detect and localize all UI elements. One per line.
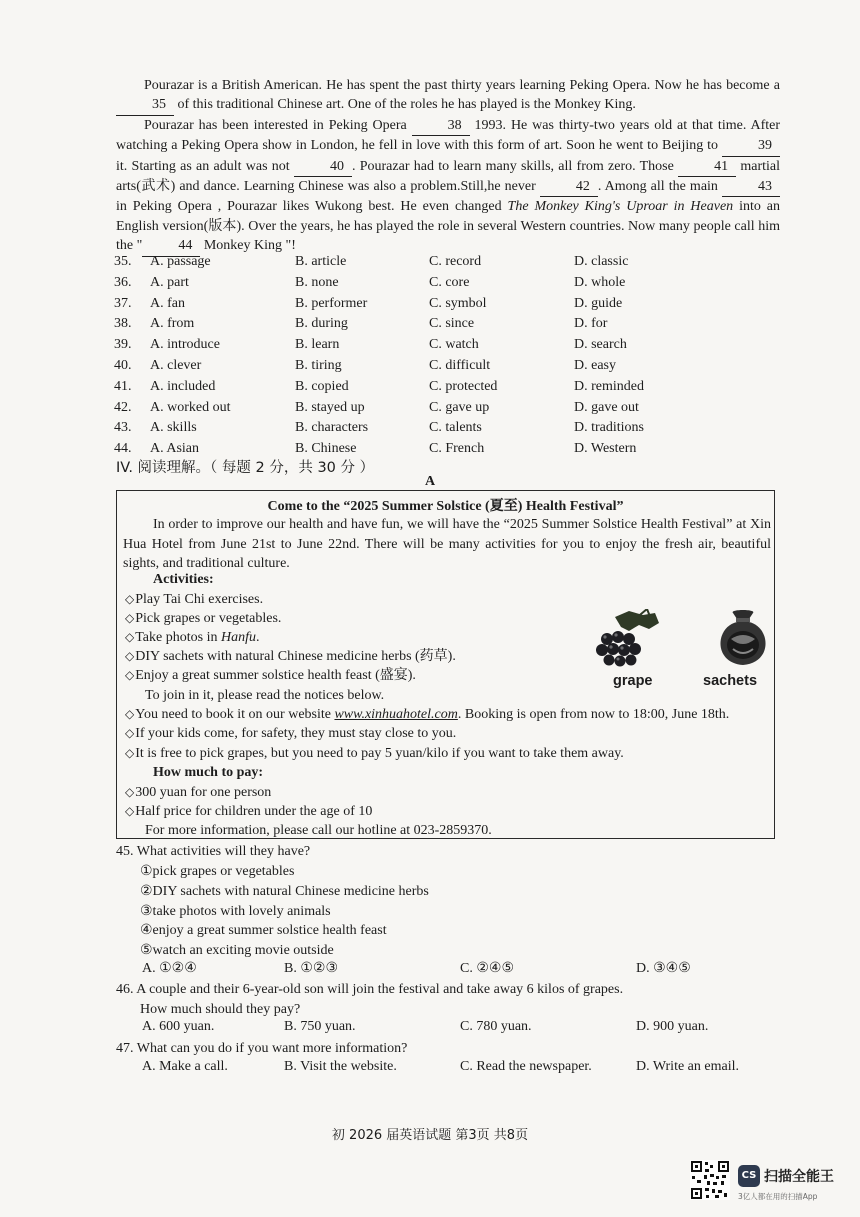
option-c: C. record bbox=[429, 254, 482, 269]
option-c: C. French bbox=[429, 441, 485, 457]
diamond-bullet-icon: ◇ bbox=[125, 726, 135, 740]
option-b: B. none bbox=[295, 274, 339, 290]
passage-text: it. Starting as an adult was not bbox=[116, 158, 294, 174]
option-a: A. clever bbox=[150, 357, 202, 373]
option-a: A. introduce bbox=[150, 337, 220, 353]
notice-item bbox=[125, 724, 456, 743]
question-number: 40. bbox=[114, 357, 132, 373]
question-number: 38. bbox=[114, 316, 132, 332]
activities-heading: Activities: bbox=[153, 572, 214, 587]
option-b: B. tiring bbox=[295, 357, 342, 373]
diamond-bullet-icon: ◇ bbox=[125, 592, 135, 606]
choice-d[interactable]: D. Write an email. bbox=[636, 1059, 739, 1074]
option-b: B. during bbox=[295, 316, 348, 332]
brand-name: 扫描全能王 bbox=[764, 1169, 834, 1185]
q45-item: ①pick grapes or vegetables bbox=[140, 864, 295, 879]
activity-item bbox=[125, 609, 281, 628]
option-d: D. whole bbox=[574, 274, 626, 290]
sachets-label: sachets bbox=[703, 673, 758, 689]
q47-choices bbox=[142, 1059, 782, 1079]
sachet-image bbox=[703, 609, 783, 669]
notice-title: Come to the “2025 Summer Solstice (夏至) Health Festival” bbox=[267, 499, 624, 514]
cloze-passage bbox=[116, 76, 780, 257]
section-heading: IV. 阅读理解。（ 每题 2 分，共 30 分 ） bbox=[116, 460, 375, 476]
option-a: A. skills bbox=[150, 420, 197, 436]
blank-43: 43 bbox=[722, 177, 780, 197]
notice-text: It is free to pick grapes, but you need to pay 5 yuan/kilo if you want to take them away. bbox=[135, 746, 624, 761]
notice-text: You need to book it on our website bbox=[135, 707, 335, 722]
activity-text: Enjoy a great summer solstice health feast (盛宴). bbox=[135, 668, 416, 683]
option-d: D. easy bbox=[574, 357, 616, 373]
price-item bbox=[125, 783, 271, 802]
option-c: C. difficult bbox=[429, 357, 491, 373]
option-d: D. Western bbox=[574, 441, 637, 457]
option-c: C. core bbox=[429, 274, 470, 290]
price-heading: How much to pay: bbox=[153, 765, 264, 780]
option-d: D. traditions bbox=[574, 420, 644, 436]
option-a: A. part bbox=[150, 274, 189, 290]
question-number: 42. bbox=[114, 399, 132, 415]
choice-c[interactable]: C. ②④⑤ bbox=[460, 961, 514, 976]
q45-item: ⑤watch an exciting movie outside bbox=[140, 943, 334, 958]
passage-text: . Pourazar had to learn many skills, all from zero. Those bbox=[351, 158, 679, 174]
option-c: C. talents bbox=[429, 420, 482, 436]
diamond-bullet-icon: ◇ bbox=[125, 804, 135, 818]
blank-42: 42 bbox=[540, 177, 598, 197]
question-47: 47. What can you do if you want more information? bbox=[116, 1041, 408, 1056]
blank-41: 41 bbox=[678, 157, 736, 177]
question-number: 44. bbox=[114, 441, 132, 457]
option-d: D. classic bbox=[574, 254, 629, 269]
choice-d[interactable]: D. 900 yuan. bbox=[636, 1019, 709, 1034]
activity-item bbox=[125, 628, 259, 647]
diamond-bullet-icon: ◇ bbox=[125, 707, 135, 721]
option-b: B. learn bbox=[295, 337, 340, 353]
option-b: B. characters bbox=[295, 420, 369, 436]
hotline-text: For more information, please call our hotline at 023-2859370. bbox=[145, 823, 492, 838]
notice-item bbox=[125, 744, 624, 763]
website-link[interactable]: www.xinhuahotel.com bbox=[334, 707, 458, 722]
option-c: C. watch bbox=[429, 337, 479, 353]
notice-item bbox=[125, 705, 729, 724]
question-46-sub: How much should they pay? bbox=[140, 1002, 301, 1017]
opera-title: The Monkey King's Uproar in Heaven bbox=[507, 199, 734, 215]
activity-text: DIY sachets with natural Chinese medicine herbs (药草). bbox=[135, 649, 456, 664]
question-number: 35. bbox=[114, 254, 132, 269]
scanner-brand bbox=[736, 1163, 846, 1203]
activity-item bbox=[125, 590, 263, 609]
activity-text: Pick grapes or vegetables. bbox=[135, 611, 282, 626]
choice-d[interactable]: D. ③④⑤ bbox=[636, 961, 691, 976]
choice-b[interactable]: B. ①②③ bbox=[284, 961, 338, 976]
passage-text: . Among all the main bbox=[597, 179, 722, 195]
option-d: D. gave out bbox=[574, 399, 639, 415]
blank-35: 35 bbox=[116, 95, 174, 115]
diamond-bullet-icon: ◇ bbox=[125, 785, 135, 799]
passage-text: into an English version(版本). Over the years, he has played the role in several Western countries. Now many people call him the " bbox=[116, 199, 780, 254]
blank-40: 40 bbox=[294, 157, 352, 177]
option-a: A. Asian bbox=[150, 441, 199, 457]
choice-b[interactable]: B. 750 yuan. bbox=[284, 1019, 356, 1034]
activity-text: Play Tai Chi exercises. bbox=[135, 592, 264, 607]
question-number: 37. bbox=[114, 295, 132, 311]
option-row bbox=[114, 294, 794, 315]
diamond-bullet-icon: ◇ bbox=[125, 611, 135, 625]
option-a: A. worked out bbox=[150, 399, 231, 415]
choice-c[interactable]: C. 780 yuan. bbox=[460, 1019, 532, 1034]
option-row bbox=[114, 356, 794, 377]
price-text: Half price for children under the age of 10 bbox=[135, 804, 373, 819]
option-c: C. gave up bbox=[429, 399, 490, 415]
question-45: 45. What activities will they have? bbox=[116, 844, 311, 859]
passage-text: 1993. He was thirty-two years old at that time. After watching a Peking Opera show in London, he fell in love with this form of art. Soon he went to Beijing to bbox=[116, 117, 780, 154]
option-b: B. copied bbox=[295, 378, 349, 394]
hanfu-text: Hanfu bbox=[220, 630, 256, 645]
choice-c[interactable]: C. Read the newspaper. bbox=[460, 1059, 592, 1074]
option-d: D. reminded bbox=[574, 378, 644, 394]
option-row bbox=[114, 335, 794, 356]
diamond-bullet-icon: ◇ bbox=[125, 630, 135, 644]
option-d: D. guide bbox=[574, 295, 623, 311]
join-text: To join in it, please read the notices below. bbox=[145, 688, 385, 703]
grape-label: grape bbox=[613, 673, 653, 689]
option-row bbox=[114, 377, 794, 398]
q46-choices bbox=[142, 1019, 782, 1039]
passage-text: Pourazar is a British American. He has spent the past thirty years learning Peking Opera. Now he has become a bbox=[144, 78, 780, 93]
option-row bbox=[114, 418, 794, 439]
diamond-bullet-icon: ◇ bbox=[125, 649, 135, 663]
brand-tagline: 3亿人都在用的扫描App bbox=[738, 1192, 818, 1201]
choice-a[interactable]: A. 600 yuan. bbox=[142, 1019, 215, 1034]
option-c: C. since bbox=[429, 316, 475, 332]
passage-text: Pourazar has been interested in Peking Opera bbox=[144, 117, 412, 133]
activity-text: . bbox=[255, 630, 260, 645]
option-a: A. passage bbox=[150, 254, 211, 269]
diamond-bullet-icon: ◇ bbox=[125, 746, 135, 760]
cloze-options bbox=[114, 252, 794, 460]
option-row bbox=[114, 252, 794, 273]
notice-text: . Booking is open from now to 18:00, June 18th. bbox=[457, 707, 730, 722]
option-row bbox=[114, 314, 794, 335]
festival-notice bbox=[116, 490, 775, 839]
passage-text: Monkey King "! bbox=[200, 238, 296, 254]
price-text: 300 yuan for one person bbox=[135, 785, 272, 800]
blank-38: 38 bbox=[412, 116, 470, 136]
camscanner-logo-icon: CS bbox=[738, 1165, 760, 1187]
choice-b[interactable]: B. Visit the website. bbox=[284, 1059, 397, 1074]
activity-item bbox=[125, 647, 456, 666]
option-row bbox=[114, 398, 794, 419]
question-46: 46. A couple and their 6-year-old son will join the festival and take away 6 kilos of grapes. bbox=[116, 982, 624, 997]
diamond-bullet-icon: ◇ bbox=[125, 668, 135, 682]
blank-44: 44 bbox=[142, 236, 200, 256]
question-number: 43. bbox=[114, 420, 132, 436]
option-b: B. article bbox=[295, 254, 347, 269]
page-footer: 初 2026 届英语试题 第3页 共8页 bbox=[331, 1128, 529, 1143]
notice-text: If your kids come, for safety, they must stay close to you. bbox=[135, 726, 457, 741]
q45-item: ③take photos with lovely animals bbox=[140, 904, 331, 919]
choice-a[interactable]: A. ①②④ bbox=[142, 961, 197, 976]
option-row bbox=[114, 273, 794, 294]
passage-paragraph-2 bbox=[116, 116, 780, 257]
question-number: 41. bbox=[114, 378, 132, 394]
option-a: A. included bbox=[150, 378, 216, 394]
option-b: B. stayed up bbox=[295, 399, 365, 415]
passage-text: in Peking Opera , Pourazar likes Wukong best. He even changed bbox=[116, 199, 508, 215]
option-d: D. search bbox=[574, 337, 627, 353]
option-a: A. from bbox=[150, 316, 195, 332]
question-number: 36. bbox=[114, 274, 132, 290]
q45-choices bbox=[142, 960, 782, 980]
q45-item: ④enjoy a great summer solstice health feast bbox=[140, 923, 387, 938]
option-b: B. performer bbox=[295, 295, 368, 311]
option-b: B. Chinese bbox=[295, 441, 357, 457]
grape-image bbox=[585, 609, 665, 669]
passage-text: of this traditional Chinese art. One of the roles he has played is the Monkey King. bbox=[174, 97, 636, 113]
activity-item bbox=[125, 666, 416, 685]
option-c: C. protected bbox=[429, 378, 498, 394]
passage-letter: A bbox=[424, 474, 436, 489]
price-item bbox=[125, 802, 372, 821]
question-number: 39. bbox=[114, 337, 132, 353]
passage-paragraph-1 bbox=[116, 76, 780, 116]
qr-code-icon bbox=[690, 1160, 730, 1200]
option-a: A. fan bbox=[150, 295, 185, 311]
option-d: D. for bbox=[574, 316, 608, 332]
activity-text: Take photos in bbox=[135, 630, 221, 645]
blank-39: 39 bbox=[722, 136, 780, 156]
option-c: C. symbol bbox=[429, 295, 487, 311]
choice-a[interactable]: A. Make a call. bbox=[142, 1059, 228, 1074]
q45-item: ②DIY sachets with natural Chinese medicine herbs bbox=[140, 884, 429, 899]
passage-text: martial arts(武术) and dance. Learning Chinese was also a problem.Still,he never bbox=[116, 158, 781, 195]
notice-intro: In order to improve our health and have fun, we will have the “2025 Summer Solstice Health Festival” at Xin Hua Hotel from June 21st to June 22nd. There will be many activities for you to enjoy the fresh air, beautiful sights, and traditional culture. bbox=[123, 517, 771, 571]
